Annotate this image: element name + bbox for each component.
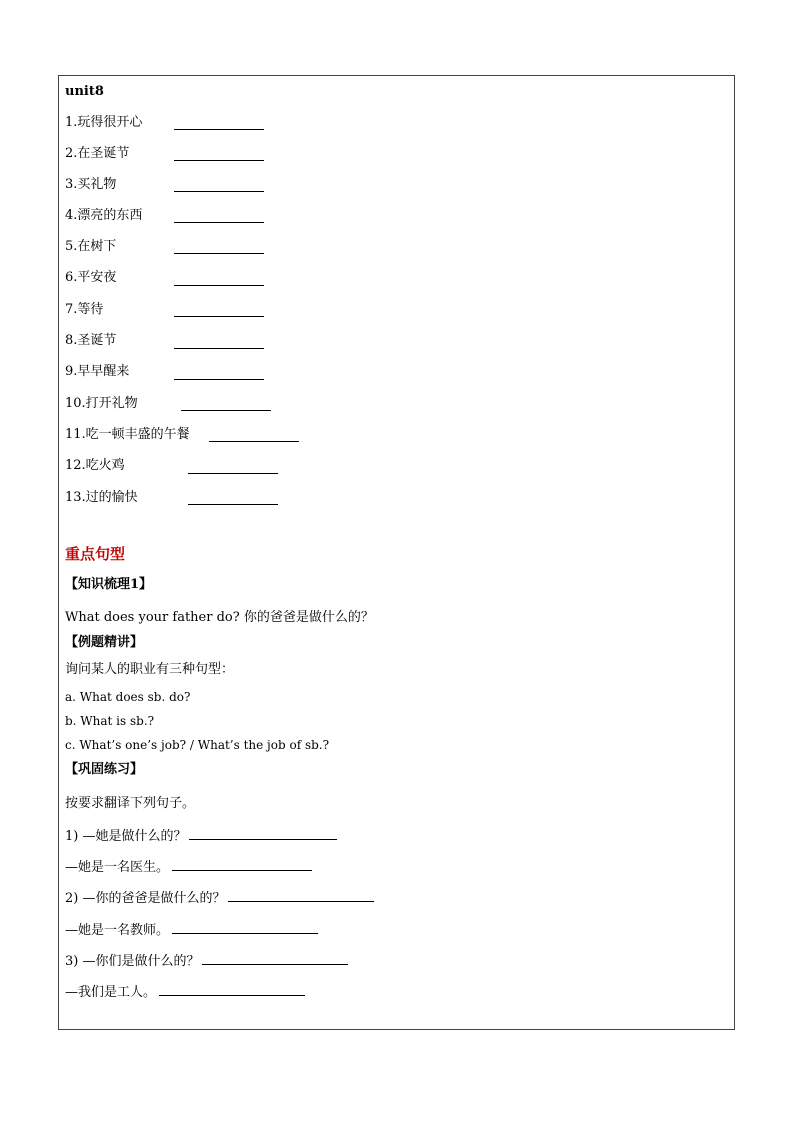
practice-question: 3) —你们是做什么的？ bbox=[65, 952, 348, 970]
vocab-item: 11.吃一顿丰盛的午餐 bbox=[65, 427, 190, 442]
example-a: a. What does sb. do? bbox=[65, 690, 191, 704]
practice-instruction: 按要求翻译下列句子。 bbox=[65, 796, 196, 811]
vocab-item: 3.买礼物 bbox=[65, 177, 117, 192]
answer-blank[interactable] bbox=[172, 921, 318, 934]
answer-blank[interactable] bbox=[174, 348, 264, 349]
example-c: c. What’s one’s job? / What’s the job of sb.? bbox=[65, 738, 330, 752]
practice-answer-prompt: —她是一名医生。 bbox=[65, 858, 312, 876]
vocab-item: 1.玩得很开心 bbox=[65, 115, 143, 130]
answer-blank[interactable] bbox=[228, 889, 374, 902]
practice-answer-prompt: —她是一名教师。 bbox=[65, 921, 318, 939]
answer-blank[interactable] bbox=[174, 316, 264, 317]
vocab-item: 5.在树下 bbox=[65, 239, 117, 254]
answer-blank[interactable] bbox=[174, 191, 264, 192]
answer-blank[interactable] bbox=[174, 129, 264, 130]
vocab-item: 6.平安夜 bbox=[65, 270, 117, 285]
vocab-item: 8.圣诞节 bbox=[65, 333, 117, 348]
answer-blank[interactable] bbox=[172, 858, 312, 871]
vocab-item: 7.等待 bbox=[65, 302, 104, 317]
answer-blank[interactable] bbox=[174, 222, 264, 223]
answer-blank[interactable] bbox=[188, 473, 278, 474]
practice-answer-prompt: —我们是工人。 bbox=[65, 983, 305, 1001]
example-intro: 询问某人的职业有三种句型： bbox=[65, 662, 235, 677]
practice-question: 2) —你的爸爸是做什么的？ bbox=[65, 889, 374, 907]
answer-blank[interactable] bbox=[174, 160, 264, 161]
answer-blank[interactable] bbox=[174, 379, 264, 380]
vocab-item: 9.早早醒来 bbox=[65, 364, 130, 379]
answer-blank[interactable] bbox=[159, 983, 305, 996]
vocab-item: 13.过的愉快 bbox=[65, 490, 138, 505]
example-b: b. What is sb.? bbox=[65, 714, 155, 728]
answer-blank[interactable] bbox=[189, 827, 337, 840]
answer-blank[interactable] bbox=[174, 253, 264, 254]
practice-header: 【巩固练习】 bbox=[65, 762, 144, 777]
answer-blank[interactable] bbox=[188, 504, 278, 505]
answer-blank[interactable] bbox=[209, 441, 299, 442]
vocab-item: 4.漂亮的东西 bbox=[65, 208, 143, 223]
example-header: 【例题精讲】 bbox=[65, 635, 144, 650]
answer-blank[interactable] bbox=[202, 952, 348, 965]
knowledge-header: 【知识梳理1】 bbox=[65, 577, 153, 592]
unit-title: unit8 bbox=[65, 84, 104, 99]
practice-question: 1) —她是做什么的？ bbox=[65, 827, 337, 845]
answer-blank[interactable] bbox=[174, 285, 264, 286]
knowledge-sentence: What does your father do? 你的爸爸是做什么的？ bbox=[65, 610, 374, 625]
vocab-item: 2.在圣诞节 bbox=[65, 146, 130, 161]
vocab-item: 10.打开礼物 bbox=[65, 396, 138, 411]
vocab-item: 12.吃火鸡 bbox=[65, 458, 125, 473]
answer-blank[interactable] bbox=[181, 410, 271, 411]
section-title: 重点句型 bbox=[65, 545, 126, 563]
worksheet-frame bbox=[58, 75, 735, 1030]
